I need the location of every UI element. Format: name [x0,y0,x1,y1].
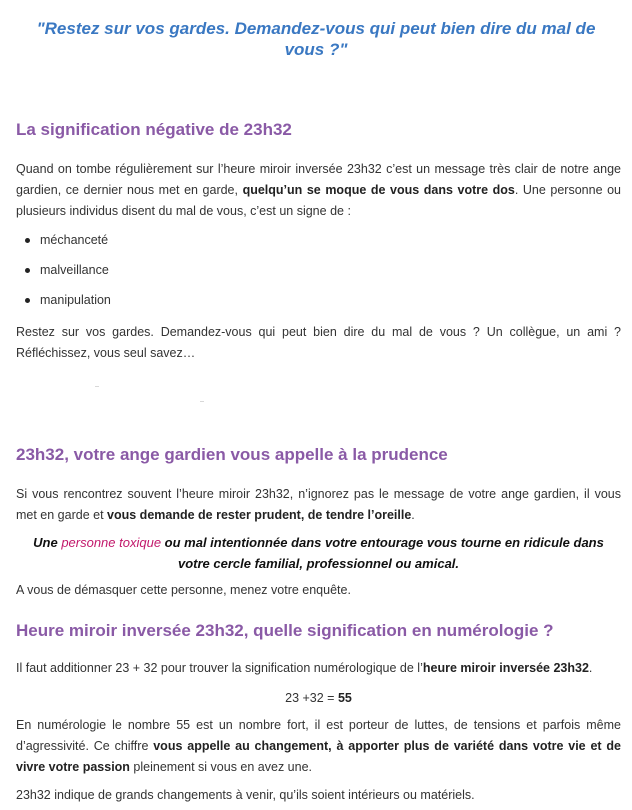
text-segment: . [411,508,415,522]
paragraph-stay-guarded: Restez sur vos gardes. Demandez-vous qui peut bien dire du mal de vous ? Un collègue, un ami ? Réfléchissez, vous seul savez… [16,325,621,360]
paragraph-changes: 23h32 indique de grands changements à venir, qu’ils soient intérieurs ou matériels. [16,788,475,802]
signs-list [16,225,111,315]
list-item: malveillance [16,255,111,285]
text-segment: En numérologie le nombre 55 est un nombre fort, il est porteur de luttes, de tensions et parfois même d’agressivité. Ce chiffre [16,718,621,753]
paragraph-prudence [16,484,621,526]
toxic-person-link[interactable]: personne toxique [61,535,162,550]
text-segment: pleinement si vous en avez une. [129,760,313,774]
bold-text: heure miroir inversée 23h32 [422,661,589,675]
section-title-negative: La signification négative de 23h32 [16,120,292,139]
section-title-numerology: Heure miroir inversée 23h32, quelle signification en numérologie ? [16,621,554,640]
text-segment: ou mal intentionnée dans votre entourage vous tourne en ridicule dans votre cercle familial, professionnel ou amical. [161,535,604,571]
divider-dot [200,401,204,402]
text-segment: Quand on tombe régulièrement sur l’heure miroir inversée 23h32 c’est un message très clair de notre ange gardien, ce dernier nous met en garde, [16,162,621,197]
list-item: méchanceté [16,225,111,255]
bold-text: vous appelle au changement, à apporter plus de variété dans votre vie et de vivre votre passion [16,739,621,774]
equation [16,688,621,709]
bold-text: quelqu’un se moque de vous dans votre dos [242,183,515,197]
paragraph-investigate: A vous de démasquer cette personne, menez votre enquête. [16,583,351,597]
equation-text: 23 +32 = [285,691,338,705]
section-title-prudence: 23h32, votre ange gardien vous appelle à la prudence [16,445,448,464]
list-item: manipulation [16,285,111,315]
text-segment: Une [33,535,62,550]
paragraph-number-55 [16,715,621,778]
text-segment: . [588,661,593,675]
divider-dot [95,386,99,387]
pull-quote: "Restez sur vos gardes. Demandez-vous qui peut bien dire du mal de vous ?" [36,19,596,59]
paragraph-negative-intro [16,159,621,222]
equation-result: 55 [337,691,352,705]
paragraph-numerology-intro [16,658,621,679]
text-segment: . Une personne ou plusieurs individus disent du mal de vous, c’est un signe de : [16,183,621,218]
text-segment: Il faut additionner 23 + 32 pour trouver la signification numérologique de l’ [16,661,423,675]
toxic-person-callout [16,532,621,574]
bold-text: vous demande de rester prudent, de tendre l’oreille [107,508,412,522]
text-segment: Si vous rencontrez souvent l’heure miroir 23h32, n’ignorez pas le message de votre ange gardien, il vous met en garde et [16,487,621,522]
